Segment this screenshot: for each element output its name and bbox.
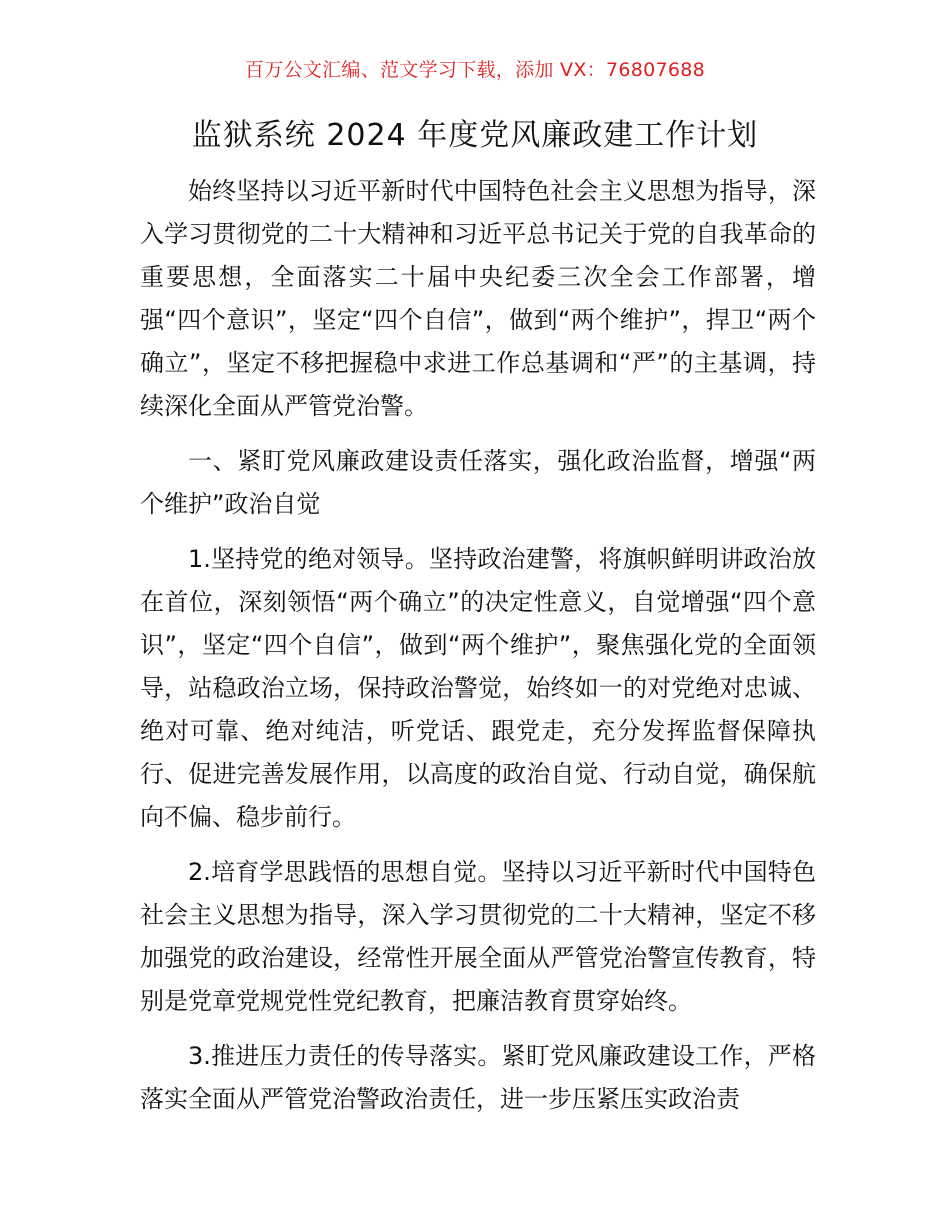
- intro-paragraph: 始终坚持以习近平新时代中国特色社会主义思想为指导，深入学习贯彻党的二十大精神和习近平总书记关于党的自我革命的重要思想，全面落实二十届中央纪委三次全会工作部署，增强“四个意识”，坚定“四个自信”，做到“两个维护”，捍卫“两个确立”，坚定不移把握稳中求进工作总基调和“严”的主基调，持续深化全面从严管党治警。: [140, 177, 816, 420]
- document-title: 监狱系统 2024 年度党风廉政建工作计划: [191, 118, 759, 153]
- section-heading-1: 一、紧盯党风廉政建设责任落实，强化政治监督，增强“两个维护”政治自觉: [140, 447, 816, 518]
- document-body: [140, 170, 816, 1133]
- list-item-2: 2.培育学思践悟的思想自觉。坚持以习近平新时代中国特色社会主义思想为指导，深入学习贯彻党的二十大精神，坚定不移加强党的政治建设，经常性开展全面从严管党治警宣传教育，特别是党章党规党性党纪教育，把廉洁教育贯穿始终。: [140, 858, 816, 1015]
- list-item-3: 3.推进压力责任的传导落实。紧盯党风廉政建设工作，严格落实全面从严管党治警政治责任，进一步压紧压实政治责: [140, 1042, 816, 1113]
- promo-banner: 百万公文汇编、范文学习下载，添加 VX：76807688: [244, 59, 706, 81]
- list-item-1: 1.坚持党的绝对领导。坚持政治建警，将旗帜鲜明讲政治放在首位，深刻领悟“两个确立”的决定性意义，自觉增强“四个意识”，坚定“四个自信”，做到“两个维护”，聚焦强化党的全面领导，站稳政治立场，保持政治警觉，始终如一的对党绝对忠诚、绝对可靠、绝对纯洁，听党话、跟党走，充分发挥监督保障执行、促进完善发展作用，以高度的政治自觉、行动自觉，确保航向不偏、稳步前行。: [140, 545, 816, 831]
